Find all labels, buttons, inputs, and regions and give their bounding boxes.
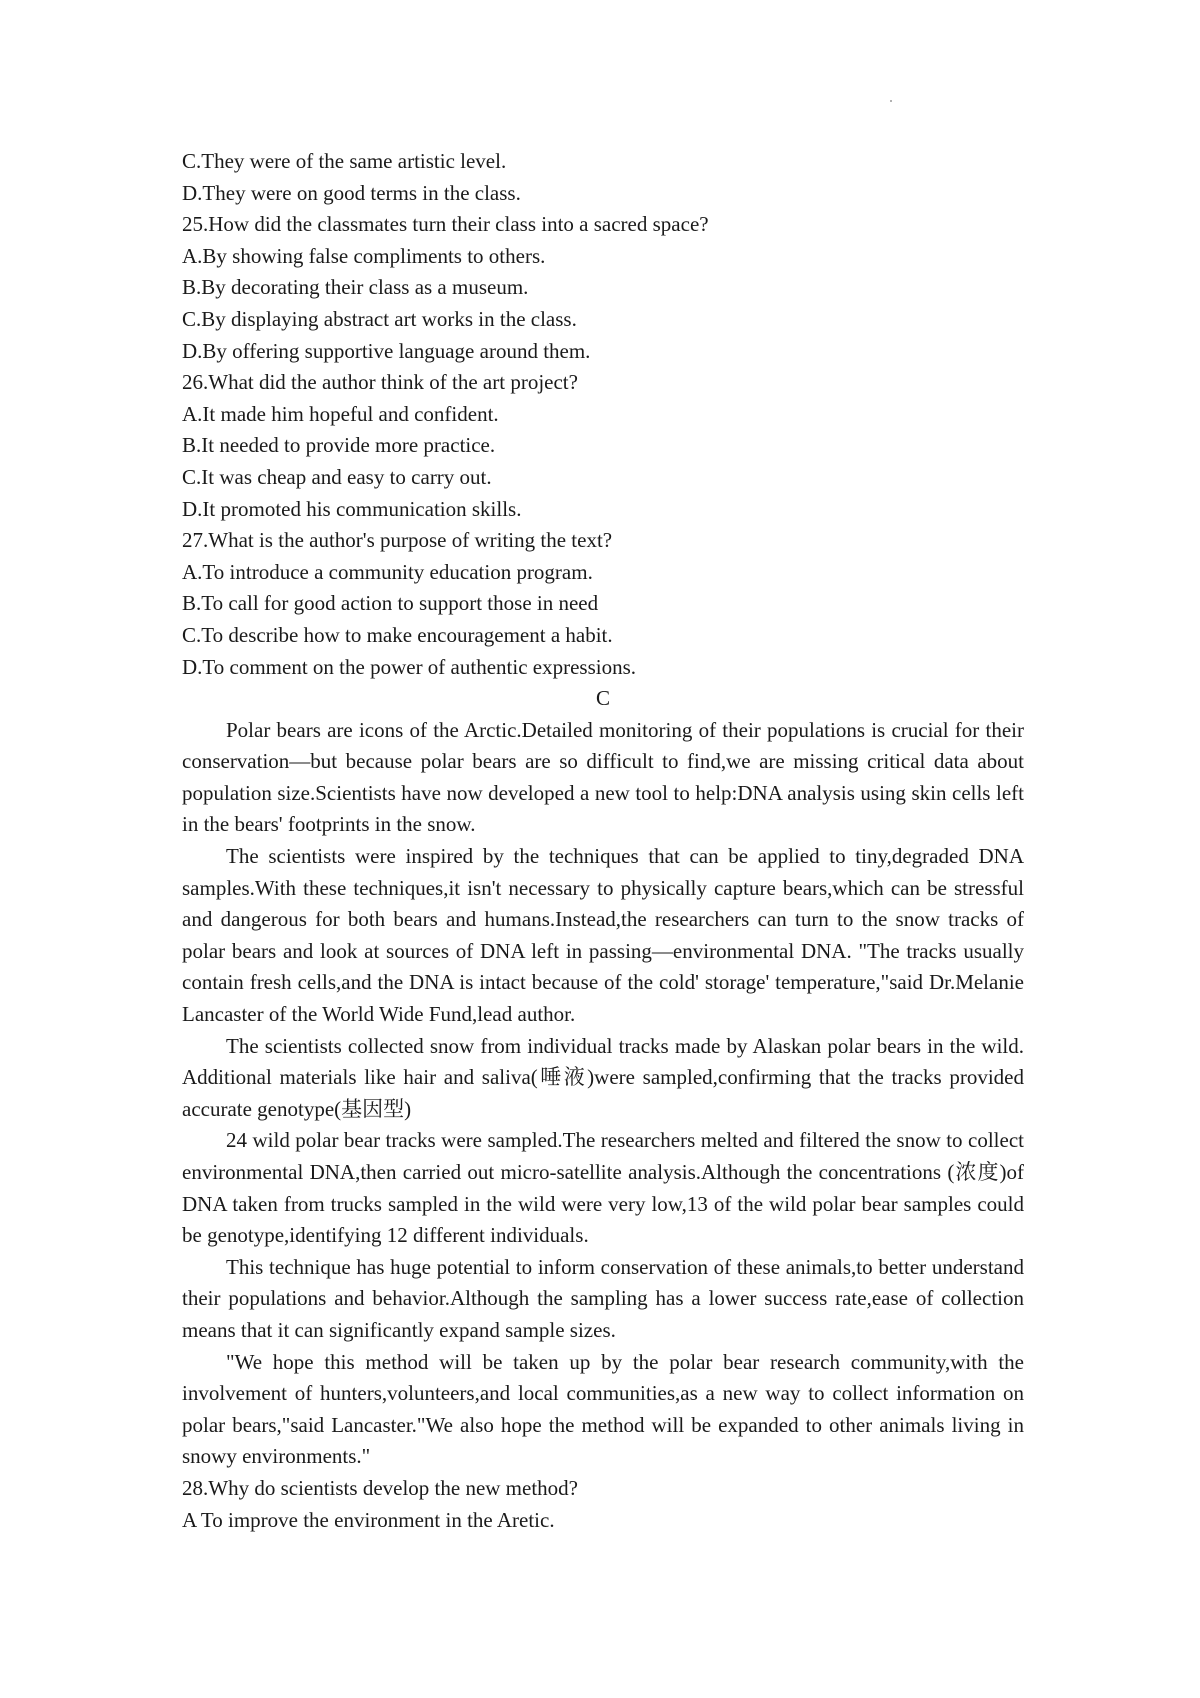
q27-option-c: C.To describe how to make encouragement a habit.	[182, 622, 613, 647]
q25-option-b: B.By decorating their class as a museum.	[182, 275, 529, 300]
q26-question: 26.What did the author think of the art project?	[182, 370, 578, 395]
q25-option-c: C.By displaying abstract art works in the class.	[182, 306, 577, 331]
exam-page	[182, 146, 1024, 1536]
passage-paragraph-2: The scientists were inspired by the techniques that can be applied to tiny,degraded DNA samples.With these techniques,it isn't necessary to physically capture bears,which can be stressful and dangerous for both bears and humans.Instead,the researchers can turn to the snow tracks of polar bears and look at sources of DNA left in passing—environmental DNA. "The tracks usually contain fresh cells,and the DNA is intact because of the cold' storage' temperature,"said Dr.Melanie Lancaster of the World Wide Fund,lead author.	[182, 844, 1024, 1027]
passage-paragraph-4: 24 wild polar bear tracks were sampled.The researchers melted and filtered the snow to collect environmental DNA,then carried out micro-satellite analysis.Although the concentrations (浓度)of DNA taken from trucks sampled in the wild were very low,13 of the wild polar bear samples could be genotype,identifying 12 different individuals.	[182, 1128, 1024, 1248]
passage-paragraph-3: The scientists collected snow from individual tracks made by Alaskan polar bears in the wild. Additional materials like hair and saliva(唾液)were sampled,confirming that the tracks provided accurate genotype(基因型)	[182, 1033, 1024, 1121]
passage-paragraph-1: Polar bears are icons of the Arctic.Detailed monitoring of their populations is crucial for their conservation—but because polar bears are so difficult to find,we are missing critical data about population size.Scientists have now developed a new tool to help:DNA analysis using skin cells left in the bears' footprints in the snow.	[182, 717, 1024, 837]
q25-option-d: D.By offering supportive language around them.	[182, 338, 591, 363]
section-c-heading: C	[595, 686, 610, 711]
q28-question: 28.Why do scientists develop the new method?	[182, 1475, 578, 1500]
q27-option-d: D.To comment on the power of authentic expressions.	[182, 654, 637, 679]
q27-question: 27.What is the author's purpose of writing the text?	[182, 528, 613, 553]
q25-option-a: A.By showing false compliments to others.	[182, 243, 546, 268]
q26-option-c: C.It was cheap and easy to carry out.	[182, 464, 492, 489]
q24-option-d: D.They were on good terms in the class.	[182, 180, 521, 205]
q28-option-a: A To improve the environment in the Aretic.	[182, 1507, 555, 1532]
q26-option-b: B.It needed to provide more practice.	[182, 433, 496, 458]
q27-option-a: A.To introduce a community education program.	[182, 559, 593, 584]
q26-option-a: A.It made him hopeful and confident.	[182, 401, 499, 426]
scan-speck	[890, 100, 892, 102]
q26-option-d: D.It promoted his communication skills.	[182, 496, 522, 521]
q24-option-c: C.They were of the same artistic level.	[182, 149, 507, 173]
passage-paragraph-5: This technique has huge potential to inform conservation of these animals,to better understand their populations and behavior.Although the sampling has a lower success rate,ease of collection means that it can significantly expand sample sizes.	[182, 1254, 1024, 1342]
q25-question: 25.How did the classmates turn their class into a sacred space?	[182, 212, 709, 237]
q27-option-b: B.To call for good action to support those in need	[182, 591, 599, 616]
passage-paragraph-6: "We hope this method will be taken up by the polar bear research community,with the involvement of hunters,volunteers,and local communities,as a new way to collect information on polar bears,"said Lancaster."We also hope the method will be expanded to other animals living in snowy environments."	[182, 1349, 1024, 1469]
